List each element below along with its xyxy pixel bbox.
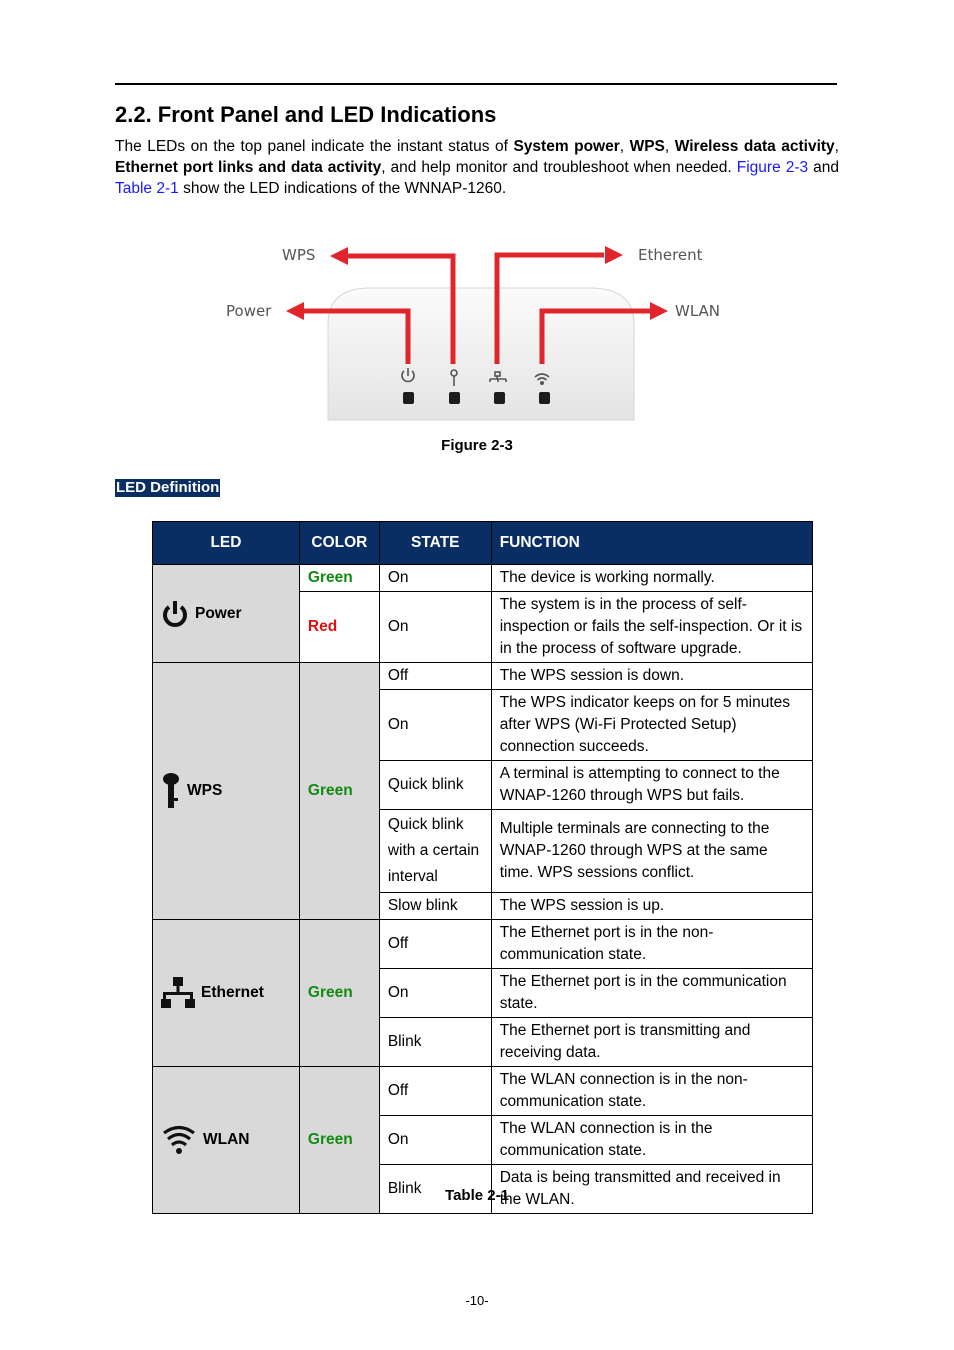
intro-text: The LEDs on the top panel indicate the instant status of	[115, 138, 514, 155]
state-cell: Off	[379, 663, 491, 690]
ethernet-color-cell: Green	[299, 920, 379, 1067]
wifi-icon	[161, 1124, 197, 1156]
table-header-row	[153, 522, 813, 565]
front-panel-figure	[220, 232, 740, 424]
intro-bold: System power	[513, 138, 620, 155]
wlan-color-cell: Green	[299, 1067, 379, 1214]
state-cell: On	[379, 1116, 491, 1165]
function-cell: Multiple terminals are connecting to the WNAP-1260 through WPS at the same time. WPS sessions conflict.	[491, 810, 812, 893]
table-row	[153, 663, 813, 690]
state-cell: Quick blink	[379, 761, 491, 810]
state-header: STATE	[379, 522, 491, 565]
function-cell: The WPS session is up.	[491, 893, 812, 920]
power-led	[403, 392, 414, 404]
page-number: -10-	[465, 1293, 489, 1308]
wps-color-cell: Green	[299, 663, 379, 920]
intro-bold: WPS	[629, 138, 665, 155]
intro-text: and	[808, 159, 839, 176]
intro-text: show the LED indications of the WNNAP-1260.	[178, 180, 507, 197]
wps-led-label: WPS	[187, 782, 223, 799]
figure-link[interactable]: Figure 2-3	[736, 159, 809, 176]
power-led-cell	[153, 565, 300, 663]
color-header: COLOR	[299, 522, 379, 565]
state-cell: Blink	[379, 1018, 491, 1067]
function-cell: The WLAN connection is in the communication state.	[491, 1116, 812, 1165]
ethernet-arrowhead	[605, 246, 623, 264]
table-caption: Table 2-1	[445, 1187, 509, 1204]
wlan-arrowhead	[650, 302, 668, 320]
led-definition-label: LED Definition	[116, 479, 220, 496]
function-cell: The device is working normally.	[491, 565, 812, 592]
wps-led	[449, 392, 460, 404]
section-heading: 2.2. Front Panel and LED Indications	[115, 102, 497, 127]
device-panel	[328, 288, 634, 420]
function-cell: The WPS session is down.	[491, 663, 812, 690]
color-cell: Red	[299, 592, 379, 663]
ethernet-led-label: Ethernet	[201, 984, 264, 1001]
table-link[interactable]: Table 2-1	[115, 180, 179, 197]
ethernet-led	[494, 392, 505, 404]
wps-arrowhead	[330, 247, 348, 265]
wifi-icon-dot	[541, 382, 543, 384]
function-cell: The Ethernet port is in the communication state.	[491, 969, 812, 1018]
header-rule	[115, 83, 837, 85]
ethernet-led-cell	[153, 920, 300, 1067]
ethernet-label: Etherent	[638, 246, 703, 264]
table-row	[153, 1067, 813, 1116]
state-cell: Slow blink	[379, 893, 491, 920]
wps-label: WPS	[282, 246, 316, 264]
state-cell: On	[379, 969, 491, 1018]
front-panel-diagram	[220, 232, 740, 424]
wlan-label: WLAN	[675, 302, 721, 320]
led-header: LED	[153, 522, 300, 565]
wlan-led-label: WLAN	[203, 1131, 250, 1148]
color-cell: Green	[299, 565, 379, 592]
table-row	[153, 920, 813, 969]
intro-text: ,	[834, 138, 839, 155]
table-row	[153, 565, 813, 592]
wlan-led	[539, 392, 550, 404]
power-icon	[161, 599, 189, 629]
state-cell: Off	[379, 1067, 491, 1116]
state-cell: Blink	[379, 1165, 491, 1214]
intro-text: ,	[664, 138, 675, 155]
function-cell: The system is in the process of self-inspection or fails the self-inspection. Or it is in the process of software upgrade.	[491, 592, 812, 663]
function-cell: The WLAN connection is in the non-communication state.	[491, 1067, 812, 1116]
led-table	[152, 521, 813, 1214]
power-led-label: Power	[195, 604, 242, 622]
state-cell: Off	[379, 920, 491, 969]
wps-led-cell	[153, 663, 300, 920]
power-arrowhead	[286, 302, 304, 320]
power-label: Power	[226, 302, 272, 320]
state-cell: On	[379, 565, 491, 592]
state-cell: Quick blink with a certain interval	[379, 810, 491, 893]
function-cell: The Ethernet port is in the non-communication state.	[491, 920, 812, 969]
state-cell: On	[379, 592, 491, 663]
function-cell: Data is being transmitted and received in the WLAN.	[491, 1165, 812, 1214]
figure-caption: Figure 2-3	[441, 437, 513, 454]
key-icon	[161, 772, 181, 810]
network-icon	[161, 977, 195, 1009]
intro-text: , and help monitor and troubleshoot when needed.	[381, 159, 737, 176]
state-cell: On	[379, 690, 491, 761]
intro-bold: Wireless data activity	[674, 138, 835, 155]
function-cell: A terminal is attempting to connect to the WNAP-1260 through WPS but fails.	[491, 761, 812, 810]
intro-bold: Ethernet port links and data activity	[115, 159, 382, 176]
function-cell: The WPS indicator keeps on for 5 minutes after WPS (Wi-Fi Protected Setup) connection succeeds.	[491, 690, 812, 761]
function-cell: The Ethernet port is transmitting and receiving data.	[491, 1018, 812, 1067]
intro-paragraph	[115, 136, 839, 199]
function-header: FUNCTION	[491, 522, 812, 565]
intro-text: ,	[619, 138, 630, 155]
